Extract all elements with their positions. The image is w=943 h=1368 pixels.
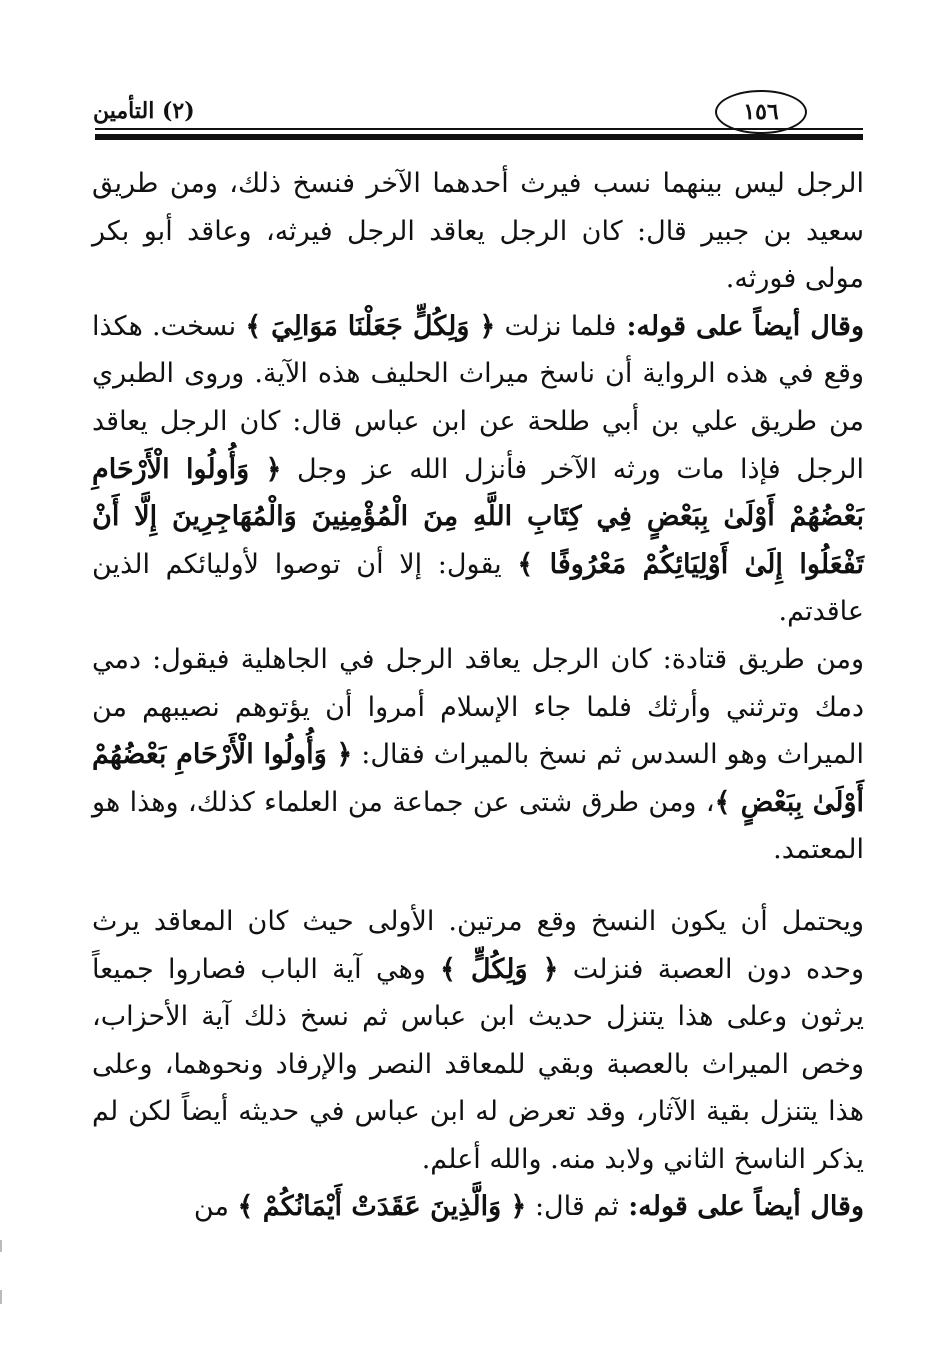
quran-verse: ﴿ وَأُولُوا الْأَرْحَامِ بَعْضُهُمْ أَوْلَىٰ بِبَعْضٍ ﴾ <box>92 739 864 818</box>
paragraph <box>92 303 864 636</box>
paragraph-text: من <box>193 1191 238 1223</box>
paragraph-text: نسخت. هكذا وقع في هذه الرواية أن ناسخ ميراث الحليف هذه الآية. وروى الطبري من طريق علي بن أبي طلحة عن ابن عباس قال: كان الرجل يعاقد الرجل فإذا مات ورثه الآخر فأنزل الله عز وجل <box>92 310 864 485</box>
paragraph <box>92 636 864 874</box>
paragraph <box>92 898 864 1184</box>
quran-verse: ﴿ وَأُولُوا الْأَرْحَامِ بَعْضُهُمْ أَوْلَىٰ بِبَعْضٍ فِي كِتَابِ اللَّهِ مِنَ الْمُؤْمِنِينَ وَالْمُهَاجِرِينَ إِلَّا أَنْ تَفْعَلُوا إِلَىٰ أَوْلِيَائِكُمْ مَعْرُوفًا ﴾ <box>92 453 864 580</box>
paragraph-text: ويحتمل أن يكون النسخ وقع مرتين. الأولى حيث كان المعاقد يرث وحده دون العصبة فنزلت <box>92 905 865 985</box>
paragraph-text: ومن طريق قتادة: كان الرجل يعاقد الرجل في الجاهلية فيقول: دمي دمك وترثني وأرثك فلما جاء الإسلام أمروا أن يؤتوهم نصيبهم من الميراث وهو السدس ثم نسخ بالميراث فقال: <box>92 643 864 771</box>
paragraph-text: وهي آية الباب فصاروا جميعاً يرثون وعلى هذا يتنزل حديث ابن عباس ثم نسخ ذلك آية الأحزاب، وخص الميراث بالعصبة وبقي للمعاقد النصر والإرفاد ونحوهما، وعلى هذا يتنزل بقية الآثار، وقد تعرض له ابن عباس في حديثه أيضاً لكن لم يذكر الناسخ الثاني ولابد منه. والله أعلم. <box>92 953 864 1175</box>
quran-verse: ﴿ وَالَّذِينَ عَقَدَتْ أَيْمَانُكُمْ ﴾ <box>237 1191 527 1223</box>
page-number-text: ١٥٦ <box>743 99 779 125</box>
lead-phrase: وقال أيضاً على قوله: <box>618 1191 864 1223</box>
paragraph-text: الرجل ليس بينهما نسب فيرث أحدهما الآخر فنسخ ذلك، ومن طريق سعيد بن جبير قال: كان الرجل يعاقد الرجل فيرثه، وعاقد أبو بكر مولى فورثه. <box>92 168 864 295</box>
paragraph <box>92 1183 864 1231</box>
paragraph <box>92 160 864 303</box>
header-rule-thick <box>95 134 863 140</box>
chapter-title: (٢) التأمين <box>93 98 195 124</box>
paragraph-text: يقول: إلا أن توصوا لأوليائكم الذين عاقدتم. <box>92 548 864 628</box>
scan-edge-mark <box>0 1240 2 1252</box>
paragraph-text: ثم قال: <box>526 1191 619 1223</box>
page-header <box>85 88 863 148</box>
body-text <box>92 160 864 1231</box>
header-rule-thin <box>95 128 863 130</box>
paragraph-text: ، ومن طرق شتى عن جماعة من العلماء كذلك، وهذا هو المعتمد. <box>92 786 864 866</box>
paragraph-text: فلما نزلت <box>495 310 617 342</box>
scan-edge-mark <box>0 1290 2 1304</box>
lead-phrase: وقال أيضاً على قوله: <box>616 310 864 342</box>
quran-verse: ﴿ وَلِكُلٍّ ﴾ <box>440 953 559 985</box>
quran-verse: ﴿ وَلِكُلٍّ جَعَلْنَا مَوَالِيَ ﴾ <box>245 310 496 342</box>
